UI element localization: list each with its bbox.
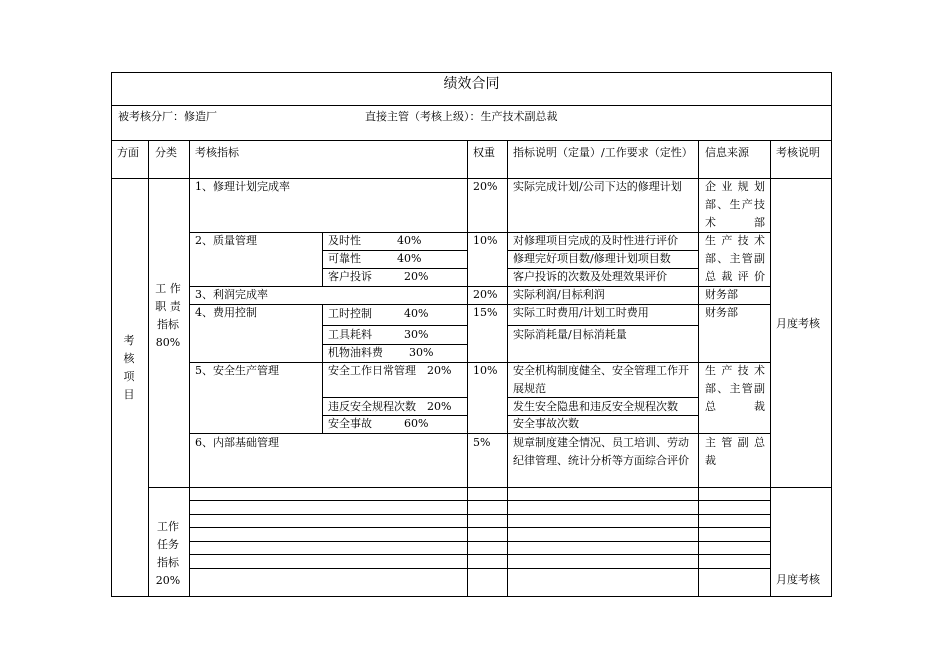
aspect-label xyxy=(116,332,142,404)
rule-col-sub xyxy=(322,232,323,286)
rule-title-bottom xyxy=(111,105,832,106)
sub-name: 工时控制 xyxy=(328,307,372,320)
source-5: 生 产 技 术部、主管副总裁 xyxy=(705,364,765,413)
category-work-tasks xyxy=(150,518,186,590)
rule-col-weight xyxy=(467,140,468,597)
source-1: 企 业 规 划部、生产技术部 xyxy=(705,180,765,229)
description-2c: 客户投诉的次数及处理效果评价 xyxy=(513,270,667,283)
rule-col-category xyxy=(189,140,190,597)
description-4b: 实际消耗量/目标消耗量 xyxy=(513,328,627,341)
aspect-char: 项 xyxy=(123,370,135,383)
source-3: 财务部 xyxy=(705,288,738,301)
rule-task xyxy=(189,514,770,515)
note-monthly-work: 月度考核 xyxy=(776,317,820,330)
rule-col-note xyxy=(770,140,771,597)
sub-pct: 20% xyxy=(427,400,452,413)
description-2a: 对修理项目完成的及时性进行评价 xyxy=(513,234,678,247)
category-line: 80% xyxy=(155,336,181,349)
col-header-aspect: 方面 xyxy=(117,146,139,159)
rule-header-bottom xyxy=(111,140,832,141)
aspect-char: 目 xyxy=(123,388,135,401)
sub-name: 及时性 xyxy=(328,234,361,247)
rule-task xyxy=(189,541,770,542)
rule-work-bottom xyxy=(148,487,832,488)
indicator-5: 5、安全生产管理 xyxy=(195,364,279,377)
weight-3: 20% xyxy=(473,288,498,301)
rule-task xyxy=(189,500,770,501)
indicator-4: 4、费用控制 xyxy=(195,306,257,319)
sub-name: 工具耗料 xyxy=(328,328,372,341)
source-6: 主 管 副 总裁 xyxy=(705,436,765,467)
rule-col-sub xyxy=(322,304,323,362)
sub-pct: 60% xyxy=(404,417,429,430)
description-4a: 实际工时费用/计划工时费用 xyxy=(513,306,649,319)
description-5b: 发生安全隐患和违反安全规程次数 xyxy=(513,400,678,413)
sub-pct: 20% xyxy=(404,270,429,283)
col-header-indicator: 考核指标 xyxy=(195,146,239,159)
weight-4: 15% xyxy=(473,306,498,319)
description-6: 规章制度建全情况、员工培训、劳动纪律管理、统计分析等方面综合评价 xyxy=(513,436,689,467)
rule-col-sub xyxy=(322,362,323,433)
category-line: 工作 xyxy=(157,520,179,533)
category-line: 指标 xyxy=(157,556,179,569)
col-header-description: 指标说明（定量）/工作要求（定性） xyxy=(513,146,693,159)
sub-pct: 30% xyxy=(404,328,429,341)
sub-pct: 40% xyxy=(404,307,429,320)
col-header-weight: 权重 xyxy=(473,146,495,159)
sub-name: 安全工作日常管理 xyxy=(328,364,416,377)
sub-pct: 20% xyxy=(427,364,452,377)
category-line: 工 作 xyxy=(155,282,181,295)
col-header-source: 信息来源 xyxy=(705,146,749,159)
sub-name: 安全事故 xyxy=(328,417,372,430)
rule-task xyxy=(189,568,770,569)
rule-col-desc xyxy=(507,140,508,597)
description-5c: 安全事故次数 xyxy=(513,417,579,430)
sub-pct: 40% xyxy=(397,252,422,265)
weight-1: 20% xyxy=(473,180,498,193)
sub-name: 机物油料费 xyxy=(328,346,383,359)
note-monthly-task: 月度考核 xyxy=(776,573,820,586)
rule-task xyxy=(189,554,770,555)
weight-2: 10% xyxy=(473,234,498,247)
branch-label: 被考核分厂：修造厂 xyxy=(118,110,217,123)
source-2: 生 产 技 术部、主管副总裁评价 xyxy=(705,234,765,283)
sub-pct: 40% xyxy=(397,234,422,247)
sub-pct: 30% xyxy=(409,346,434,359)
col-header-note: 考核说明 xyxy=(776,146,820,159)
description-5a: 安全机构制度健全、安全管理工作开展规范 xyxy=(513,364,689,395)
category-line: 职 责 xyxy=(155,300,181,313)
sub-name: 客户投诉 xyxy=(328,270,372,283)
weight-5: 10% xyxy=(473,364,498,377)
source-4: 财务部 xyxy=(705,306,738,319)
rule-col-aspect xyxy=(148,140,149,597)
category-work-duties xyxy=(150,280,186,352)
indicator-1: 1、修理计划完成率 xyxy=(195,180,290,193)
category-line: 20% xyxy=(155,574,181,587)
weight-6: 5% xyxy=(473,436,491,449)
description-2b: 修理完好项目数/修理计划项目数 xyxy=(513,252,671,265)
category-line: 指标 xyxy=(157,318,179,331)
page-title: 绩效合同 xyxy=(443,76,500,92)
indicator-2: 2、质量管理 xyxy=(195,234,257,247)
description-1: 实际完成计划/公司下达的修理计划 xyxy=(513,180,682,193)
aspect-char: 核 xyxy=(123,352,135,365)
category-line: 任务 xyxy=(157,538,179,551)
rule-task xyxy=(189,527,770,528)
indicator-6: 6、内部基础管理 xyxy=(195,436,279,449)
indicator-3: 3、利润完成率 xyxy=(195,288,268,301)
col-header-category: 分类 xyxy=(155,146,177,159)
rule-col-source xyxy=(698,140,699,597)
sub-name: 可靠性 xyxy=(328,252,361,265)
sub-name: 违反安全规程次数 xyxy=(328,400,416,413)
aspect-char: 考 xyxy=(123,334,135,347)
description-3: 实际利润/目标利润 xyxy=(513,288,605,301)
supervisor-label: 直接主管（考核上级）：生产技术副总裁 xyxy=(365,110,558,123)
